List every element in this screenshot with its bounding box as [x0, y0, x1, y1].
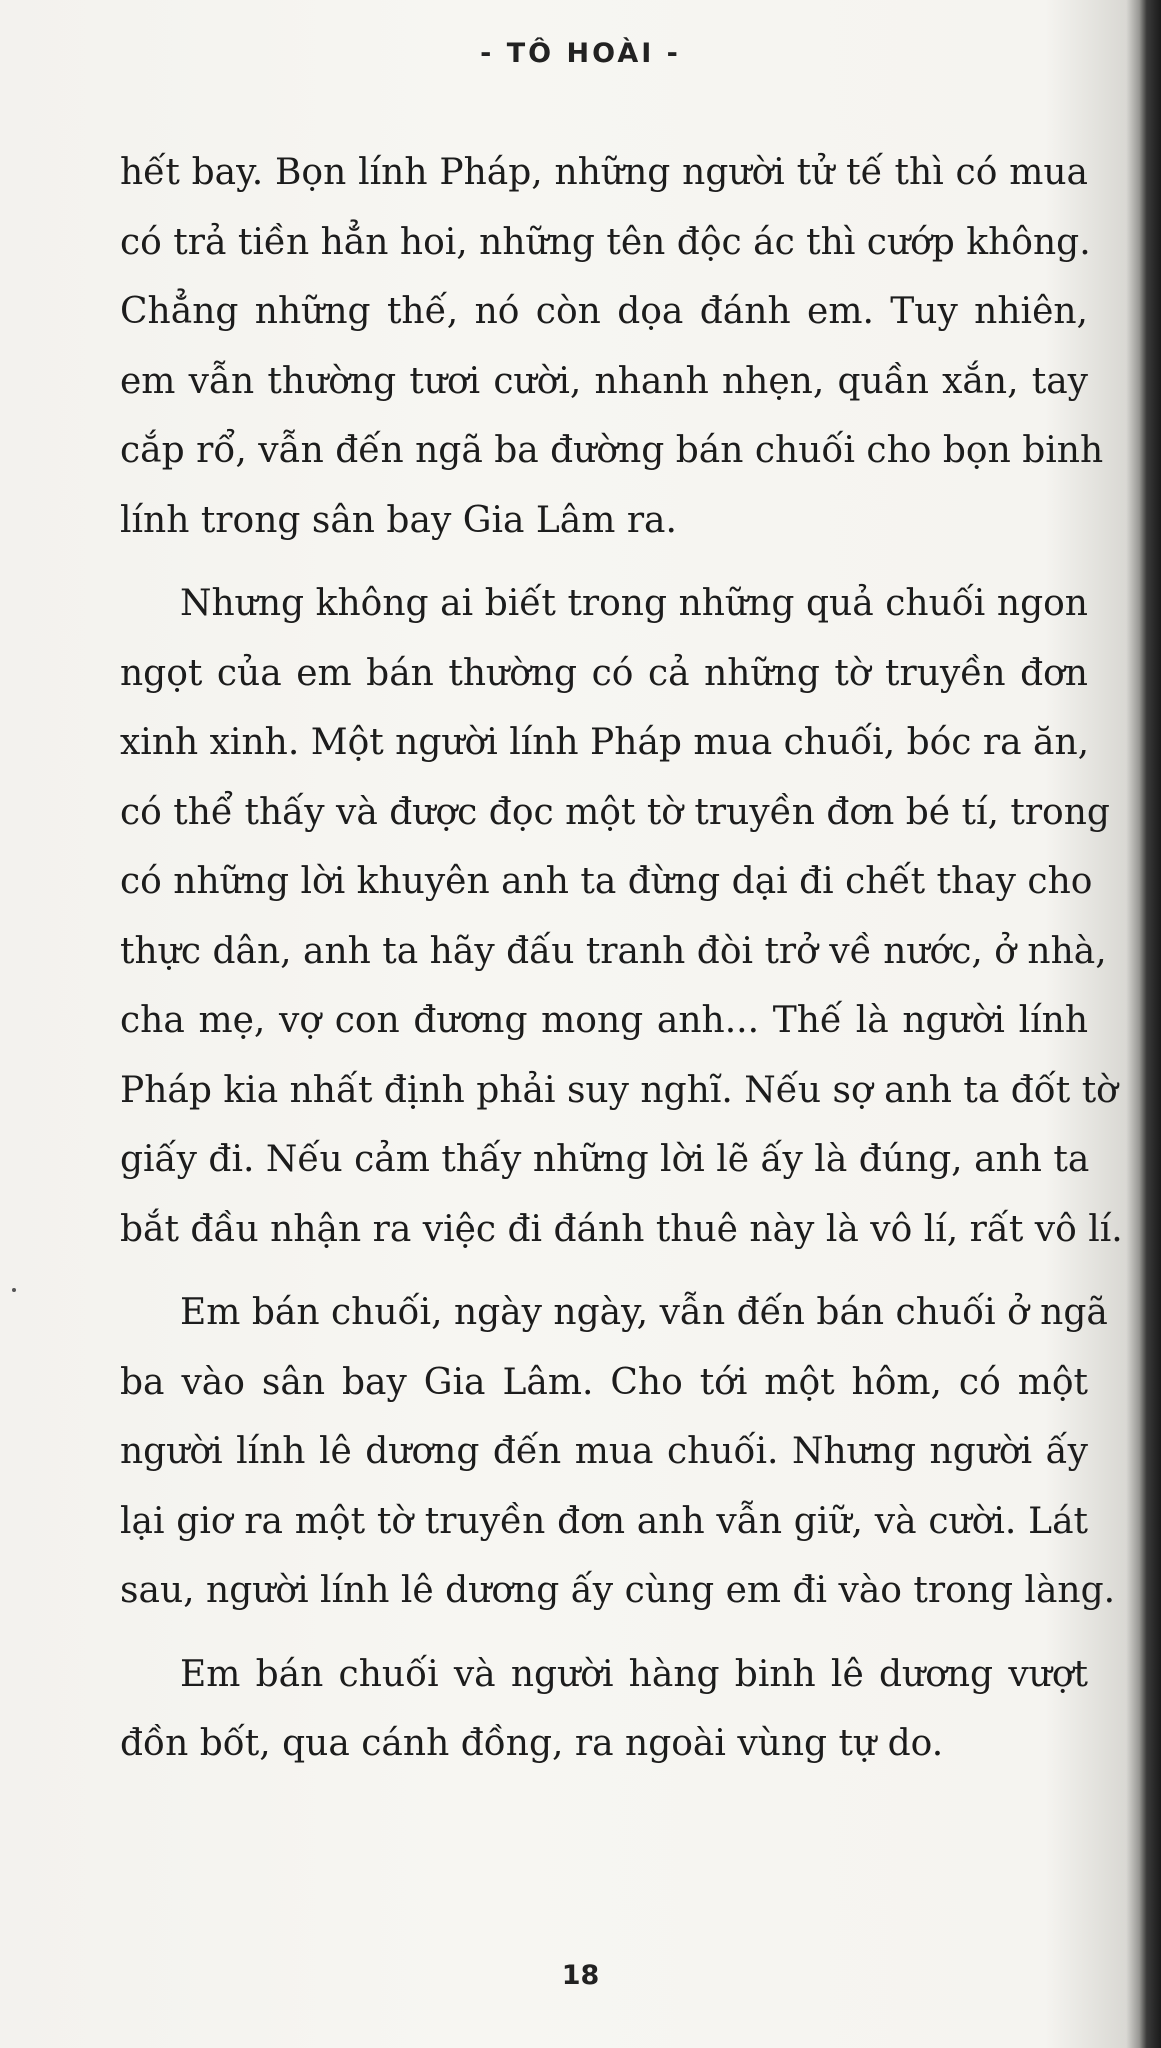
text-line: em vẫn thường tươi cười, nhanh nhẹn, quần xắn, tay — [120, 360, 1088, 402]
book-spine-shadow — [1139, 0, 1161, 2048]
paragraph-1 — [120, 138, 1104, 555]
paragraph-4 — [120, 1640, 1088, 1779]
text-line: giấy đi. Nếu cảm thấy những lời lẽ ấy là đúng, anh ta — [120, 1139, 1090, 1180]
page-number: 18 — [561, 1960, 600, 1991]
text-line: thực dân, anh ta hãy đấu tranh đòi trở về nước, ở nhà, — [120, 930, 1107, 972]
text-line: Pháp kia nhất định phải suy nghĩ. Nếu sợ anh ta đốt tờ — [120, 1069, 1118, 1111]
text-line: Em bán chuối và người hàng binh lê dương vượt — [180, 1653, 1088, 1695]
text-line: có trả tiền hẳn hoi, những tên độc ác thì cướp không. — [120, 221, 1091, 263]
text-line: cắp rổ, vẫn đến ngã ba đường bán chuối cho bọn binh — [120, 430, 1104, 471]
text-line: sau, người lính lê dương ấy cùng em đi vào trong làng. — [120, 1570, 1116, 1611]
text-line: Nhưng không ai biết trong những quả chuối ngon — [180, 583, 1088, 624]
paragraph-3 — [120, 1278, 1116, 1626]
paragraph-2 — [120, 569, 1123, 1264]
text-line: cha mẹ, vợ con đương mong anh... Thế là người lính — [120, 1000, 1088, 1041]
text-line: ba vào sân bay Gia Lâm. Cho tới một hôm, có một — [120, 1361, 1088, 1403]
text-line: có thể thấy và được đọc một tờ truyền đơn bé tí, trong — [120, 791, 1110, 833]
text-line: lính trong sân bay Gia Lâm ra. — [120, 499, 677, 541]
margin-mark — [12, 1288, 16, 1292]
text-line: Chẳng những thế, nó còn dọa đánh em. Tuy nhiên, — [120, 291, 1088, 332]
text-line: đồn bốt, qua cánh đồng, ra ngoài vùng tự do. — [120, 1723, 944, 1764]
text-line: lại giơ ra một tờ truyền đơn anh vẫn giữ, và cười. Lát — [120, 1500, 1088, 1542]
text-line: người lính lê dương đến mua chuối. Nhưng người ấy — [120, 1431, 1088, 1472]
body-text — [120, 138, 1123, 1779]
text-line: bắt đầu nhận ra việc đi đánh thuê này là vô lí, rất vô lí. — [120, 1208, 1123, 1250]
running-head: - TÔ HOÀI - — [480, 38, 681, 69]
text-line: Em bán chuối, ngày ngày, vẫn đến bán chuối ở ngã — [180, 1292, 1108, 1333]
text-line: xinh xinh. Một người lính Pháp mua chuối, bóc ra ăn, — [120, 722, 1090, 763]
text-line: ngọt của em bán thường có cả những tờ truyền đơn — [120, 652, 1088, 694]
text-line: hết bay. Bọn lính Pháp, những người tử tế thì có mua — [120, 152, 1088, 193]
text-line: có những lời khuyên anh ta đừng dại đi chết thay cho — [120, 861, 1093, 902]
